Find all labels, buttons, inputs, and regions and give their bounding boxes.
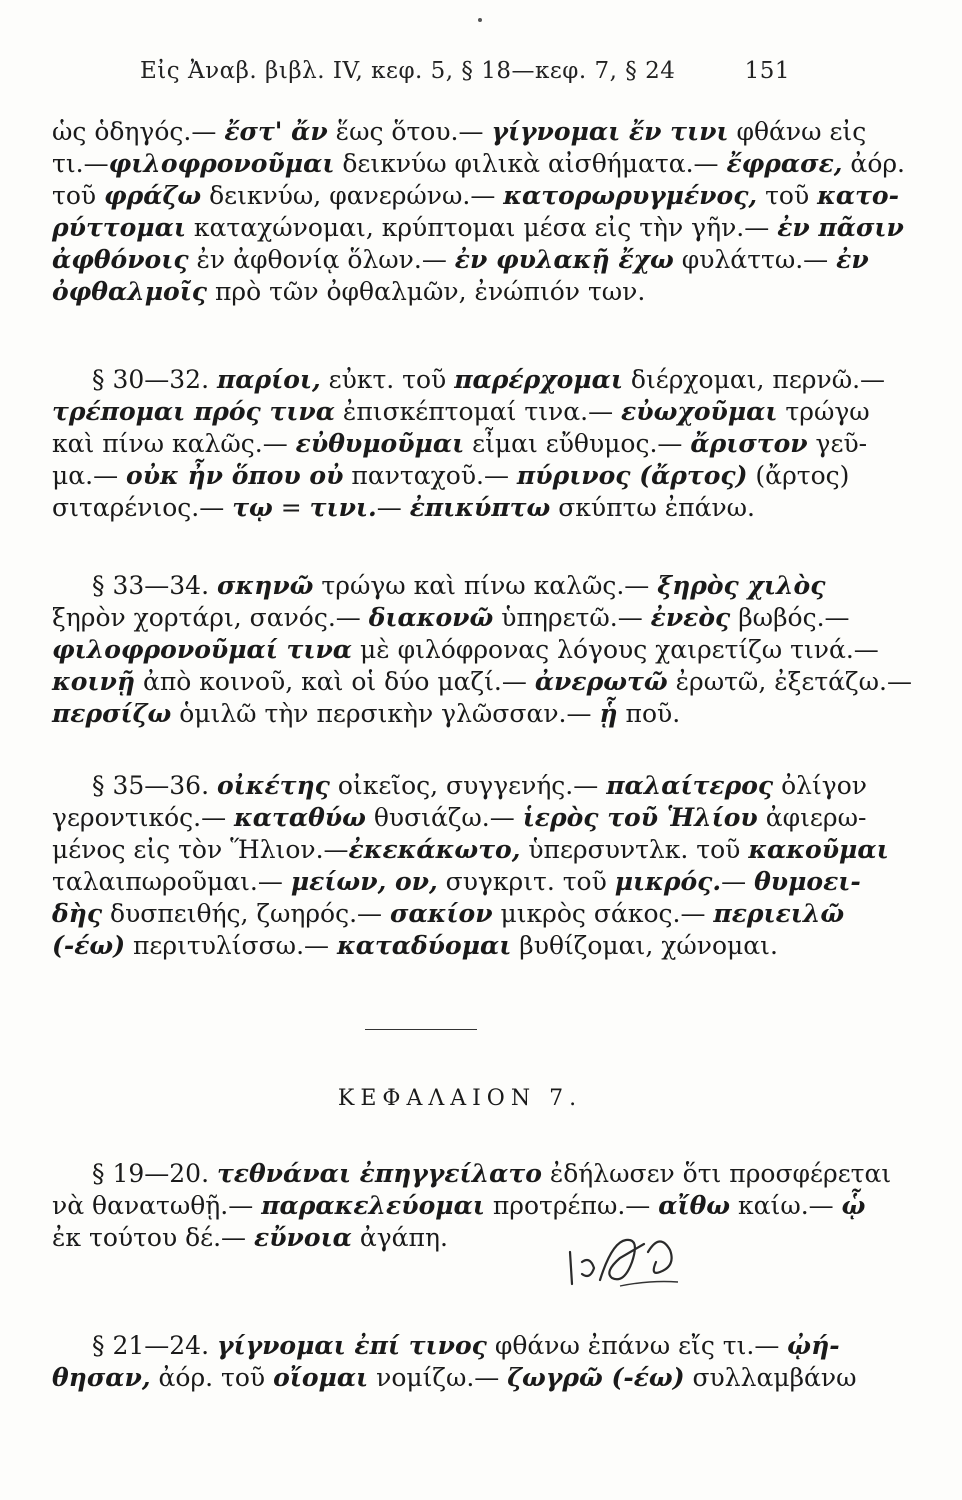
headword: θησαν, xyxy=(52,1363,151,1392)
gloss-text: τοῦ xyxy=(757,181,818,210)
gloss-text: = xyxy=(272,493,310,522)
headword: ἔστ' ἄν xyxy=(224,117,328,146)
text-line xyxy=(52,770,867,802)
headword: καταθύω xyxy=(234,803,366,832)
paragraph-35-36 xyxy=(52,770,889,962)
gloss-text: πανταχοῦ.— xyxy=(343,461,517,490)
headword: ἐν φυλακῇ ἔχω xyxy=(454,245,674,274)
headword: φιλοφρονοῦμαί τινα xyxy=(52,635,353,664)
gloss-text: οἰκεῖος, συγγενής.— xyxy=(329,771,607,800)
print-speck xyxy=(478,18,482,22)
gloss-text: συγκριτ. τοῦ xyxy=(437,867,615,896)
gloss-text: ἐδήλωσεν ὅτι προσφέρεται xyxy=(541,1159,892,1188)
gloss-text: — xyxy=(721,867,755,896)
gloss-text: γεροντικός.— xyxy=(52,803,235,832)
headword: παρέρχομαι xyxy=(454,365,623,394)
text-line xyxy=(52,570,826,602)
gloss-text: γεῦ- xyxy=(807,429,868,458)
text-line xyxy=(52,396,870,428)
headword: μείων, ον, xyxy=(290,867,438,896)
headword: γίγνομαι ἐπί τινος xyxy=(216,1331,487,1360)
paragraph-30-32 xyxy=(52,364,886,524)
gloss-text: φθάνω ἐπάνω εἴς τι.— xyxy=(486,1331,788,1360)
text-line xyxy=(52,802,867,834)
text-line xyxy=(52,428,868,460)
headword: οἰκέτης xyxy=(216,771,330,800)
gloss-text: περιτυλίσσω.— xyxy=(125,931,337,960)
headword: ἀφθόνοις xyxy=(52,245,189,274)
text-line xyxy=(52,276,812,308)
gloss-text: δυσπειθής, ζωηρός.— xyxy=(102,899,391,928)
gloss-text: μικρὸς σάκος.— xyxy=(492,899,714,928)
headword: παλαίτερος xyxy=(606,771,774,800)
chapter-heading: ΚΕΦΑΛΑΙΟΝ 7. xyxy=(337,1086,583,1111)
text-line xyxy=(52,116,867,148)
gloss-text: ἐκ τούτου δέ.— xyxy=(52,1223,254,1252)
headword: θυμοει- xyxy=(754,867,861,896)
headword: κακοῦμαι xyxy=(748,835,889,864)
gloss-text: σιταρένιος.— xyxy=(52,493,233,522)
gloss-text: § 19—20. xyxy=(92,1159,217,1188)
headword: ξηρὸς χιλὸς xyxy=(657,571,826,600)
text-line xyxy=(52,602,850,634)
gloss-text: συλλαμβάνω xyxy=(684,1363,857,1392)
gloss-text: (ἄρτος) xyxy=(747,461,850,490)
headword: τρέπομαι πρός τινα xyxy=(52,397,335,426)
gloss-text: μένος εἰς τὸν Ἥλιον.— xyxy=(52,835,349,864)
gloss-text: ταλαιπωροῦμαι.— xyxy=(52,867,291,896)
text-line xyxy=(52,244,869,276)
text-line xyxy=(52,364,886,396)
gloss-text: ὑπηρετῶ.— xyxy=(493,603,651,632)
text-line xyxy=(52,866,861,898)
headword: περσίζω xyxy=(52,699,172,728)
gloss-text: ὑπερσυντλκ. τοῦ xyxy=(520,835,749,864)
gloss-text: ποῦ. xyxy=(617,699,681,728)
headword: φράζω xyxy=(104,181,202,210)
gloss-text: τρώγω xyxy=(777,397,870,426)
paragraph-21-24 xyxy=(52,1330,857,1394)
gloss-text: πρὸ τῶν ὀφθαλμῶν, ἐνώπιόν των. xyxy=(207,277,646,306)
headword: ἄριστον xyxy=(690,429,808,458)
gloss-text: ἀόρ. xyxy=(842,149,906,178)
gloss-text: τρώγω καὶ πίνω καλῶς.— xyxy=(313,571,658,600)
headword: ἐπικύπτω xyxy=(409,493,551,522)
gloss-text: ἐρωτῶ, ἐξετάζω.— xyxy=(667,667,912,696)
headword: ἔφρασε, xyxy=(726,149,843,178)
gloss-text: βυθίζομαι, χώνομαι. xyxy=(511,931,778,960)
text-line xyxy=(52,1158,892,1190)
gloss-text: καίω.— xyxy=(730,1191,842,1220)
section-divider xyxy=(365,1029,477,1030)
gloss-text: προτρέπω.— xyxy=(484,1191,659,1220)
headword: ᾗ xyxy=(599,699,618,728)
gloss-text: εἶμαι εὔθυμος.— xyxy=(464,429,691,458)
gloss-text: φυλάττω.— xyxy=(673,245,837,274)
headword: διακονῶ xyxy=(368,603,494,632)
gloss-text: μα.— xyxy=(52,461,127,490)
text-line xyxy=(52,1190,866,1222)
headword: περιειλῶ xyxy=(713,899,845,928)
gloss-text: νομίζω.— xyxy=(368,1363,508,1392)
text-line xyxy=(52,634,879,666)
headword: ἐκεκάκωτο, xyxy=(348,835,521,864)
paragraph-continued xyxy=(52,116,906,308)
headword: εὐωχοῦμαι xyxy=(621,397,778,426)
gloss-text: δεικνύω φιλικὰ αἰσθήματα.— xyxy=(334,149,727,178)
headword: κοινῇ xyxy=(52,667,136,696)
gloss-text: νὰ θανατωθῇ.— xyxy=(52,1191,262,1220)
headword: παρίοι, xyxy=(216,365,321,394)
text-line xyxy=(52,148,906,180)
gloss-text: τοῦ xyxy=(52,181,105,210)
headword: σακίον xyxy=(390,899,493,928)
gloss-text: σκύπτω ἐπάνω. xyxy=(550,493,755,522)
headword: εὐθυμοῦμαι xyxy=(295,429,465,458)
paragraph-33-34 xyxy=(52,570,912,730)
gloss-text: ὁμιλῶ τὴν περσικὴν γλῶσσαν.— xyxy=(171,699,600,728)
headword: εὔνοια xyxy=(254,1223,352,1252)
gloss-text: ἐν ἀφθονίᾳ ὅλων.— xyxy=(188,245,455,274)
gloss-text: § 21—24. xyxy=(92,1331,217,1360)
gloss-text: ἀπὸ κοινοῦ, καὶ οἱ δύο μαζί.— xyxy=(135,667,535,696)
handwritten-marginal-scribble xyxy=(560,1222,700,1302)
headword: τεθνάναι ἐπηγγείλατο xyxy=(216,1159,542,1188)
headword: ζωγρῶ (-έω) xyxy=(507,1363,685,1392)
headword: ἐνεὸς xyxy=(650,603,731,632)
running-header xyxy=(140,58,790,84)
headword: παρακελεύομαι xyxy=(261,1191,485,1220)
headword: τῳ xyxy=(232,493,273,522)
gloss-text: ὡς ὁδηγός.— xyxy=(52,117,225,146)
headword: οἴομαι xyxy=(273,1363,369,1392)
gloss-text: § 33—34. xyxy=(92,571,217,600)
gloss-text: καὶ πίνω καλῶς.— xyxy=(52,429,296,458)
gloss-text: ἀόρ. τοῦ xyxy=(150,1363,274,1392)
text-line xyxy=(52,212,904,244)
headword: ἐν πᾶσιν xyxy=(777,213,904,242)
headword: γίγνομαι ἔν τινι xyxy=(491,117,729,146)
text-line xyxy=(52,666,912,698)
text-line xyxy=(52,1362,857,1394)
headword: (-έω) xyxy=(52,931,126,960)
text-line xyxy=(52,1330,840,1362)
gloss-text: μὲ φιλόφρονας λόγους χαιρετίζω τινά.— xyxy=(352,635,879,664)
headword: αἴθω xyxy=(658,1191,731,1220)
headword: κατορωρυγμένος, xyxy=(503,181,758,210)
headword: κατο- xyxy=(817,181,899,210)
headword: ᾠή- xyxy=(787,1331,840,1360)
text-line xyxy=(52,930,812,962)
gloss-text: εὐκτ. τοῦ xyxy=(320,365,455,394)
gloss-text: ἀγάπη. xyxy=(351,1223,448,1252)
gloss-text: δεικνύω, φανερώνω.— xyxy=(201,181,504,210)
headword: καταδύομαι xyxy=(336,931,512,960)
gloss-text: — xyxy=(376,493,410,522)
headword: δὴς xyxy=(52,899,103,928)
headword: φιλοφρονοῦμαι xyxy=(108,149,335,178)
gloss-text: καταχώνομαι, κρύπτομαι μέσα εἰς τὴν γῆν.— xyxy=(185,213,778,242)
gloss-text: ὀλίγον xyxy=(773,771,867,800)
text-line xyxy=(52,180,899,212)
gloss-text: ξηρὸν χορτάρι, σανός.— xyxy=(52,603,369,632)
text-line xyxy=(52,492,812,524)
gloss-text: § 35—36. xyxy=(92,771,217,800)
text-line xyxy=(52,460,850,492)
headword: οὐκ ἦν ὅπου οὐ xyxy=(126,461,344,490)
headword: ἐν xyxy=(836,245,869,274)
headword: ᾧ xyxy=(841,1191,866,1220)
page-number: 151 xyxy=(744,58,790,84)
gloss-text: § 30—32. xyxy=(92,365,217,394)
gloss-text: τι.— xyxy=(52,149,109,178)
headword: ἱερὸς τοῦ Ἡλίου xyxy=(522,803,758,832)
gloss-text: ἕως ὅτου.— xyxy=(327,117,492,146)
gloss-text: βωβός.— xyxy=(730,603,850,632)
gloss-text: διέρχομαι, περνῶ.— xyxy=(622,365,886,394)
headword: ρύττομαι xyxy=(52,213,186,242)
headword: σκηνῶ xyxy=(216,571,314,600)
text-line xyxy=(52,898,845,930)
text-line xyxy=(52,834,889,866)
running-title: Εἰς Ἀναβ. βιβλ. IV, κεφ. 5, § 18—κεφ. 7, § 24 xyxy=(140,58,676,84)
gloss-text: φθάνω εἰς xyxy=(728,117,867,146)
headword: πύρινος (ἄρτος) xyxy=(516,461,748,490)
gloss-text: ἐπισκέπτομαί τινα.— xyxy=(334,397,622,426)
headword: τινι. xyxy=(309,493,377,522)
headword: ὀφθαλμοῖς xyxy=(52,277,208,306)
gloss-text: θυσιάζω.— xyxy=(365,803,523,832)
headword: ἀνερωτῶ xyxy=(534,667,668,696)
gloss-text: ἀφιερω- xyxy=(757,803,867,832)
headword: μικρός. xyxy=(614,867,722,896)
text-line xyxy=(52,698,812,730)
